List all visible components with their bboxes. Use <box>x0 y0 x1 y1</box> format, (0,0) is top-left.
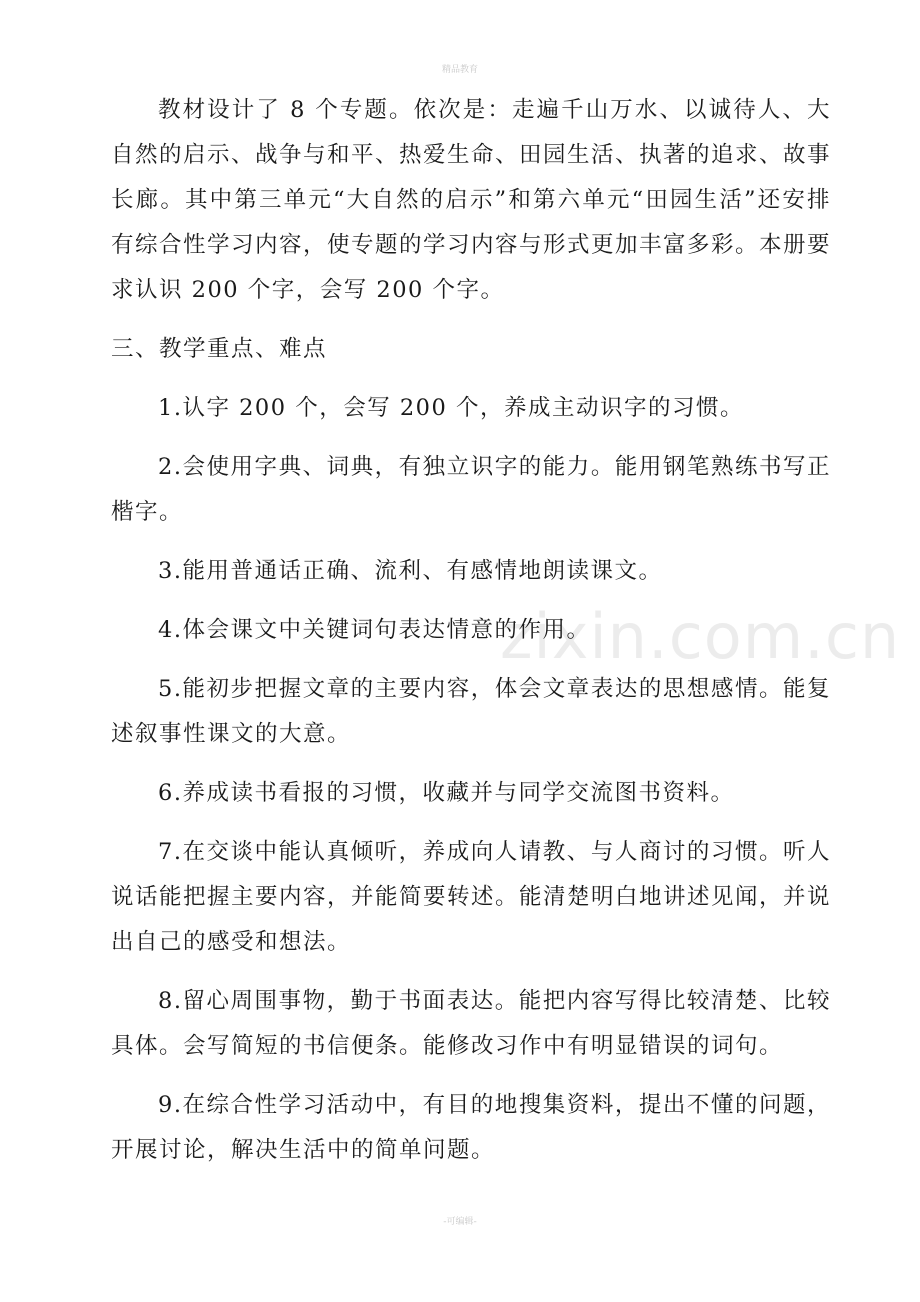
list-item-9: 9.在综合性学习活动中，有目的地搜集资料，提出不懂的问题，开展讨论，解决生活中的简单问题。 <box>111 1092 831 1163</box>
list-item-4: 4.体会课文中关键词句表达情意的作用。 <box>158 617 591 643</box>
list-item-7: 7.在交谈中能认真倾听，养成向人请教、与人商讨的习惯。听人说话能把握主要内容，并能简要转述。能清楚明白地讲述见闻，并说出自己的感受和想法。 <box>111 839 832 955</box>
list-item-3: 3.能用普通话正确、流利、有感情地朗读课文。 <box>158 558 663 584</box>
list-item-2: 2.会使用字典、词典，有独立识字的能力。能用钢笔熟练书写正楷字。 <box>111 454 831 525</box>
page-header-mark: 精品教育 <box>441 65 478 75</box>
watermark: zixin.com.cn <box>500 600 901 673</box>
intro-paragraph: 教材设计了 8 个专题。依次是：走遍千山万水、以诚待人、大自然的启示、战争与和平、热爱生命、田园生活、执著的追求、故事长廊。其中第三单元“大自然的启示”和第六单元“田园生活”还安排有综合性学习内容，使专题的学习内容与形式更加丰富多彩。本册要求认识 200 个字，会写 200 个字。 <box>111 97 832 303</box>
document-body <box>111 88 831 1187</box>
page-footer-mark: -可编辑- <box>443 1217 477 1227</box>
list-item-6: 6.养成读书看报的习惯，收藏并与同学交流图书资料。 <box>158 780 735 806</box>
list-item-1: 1.认字 200 个，会写 200 个，养成主动识字的习惯。 <box>158 395 744 421</box>
section-heading: 三、教学重点、难点 <box>111 336 328 362</box>
list-item-8: 8.留心周围事物，勤于书面表达。能把内容写得比较清楚、比较具体。会写简短的书信便条。能修改习作中有明显错误的词句。 <box>111 988 831 1059</box>
list-item-5: 5.能初步把握文章的主要内容，体会文章表达的思想感情。能复述叙事性课文的大意。 <box>111 676 831 747</box>
